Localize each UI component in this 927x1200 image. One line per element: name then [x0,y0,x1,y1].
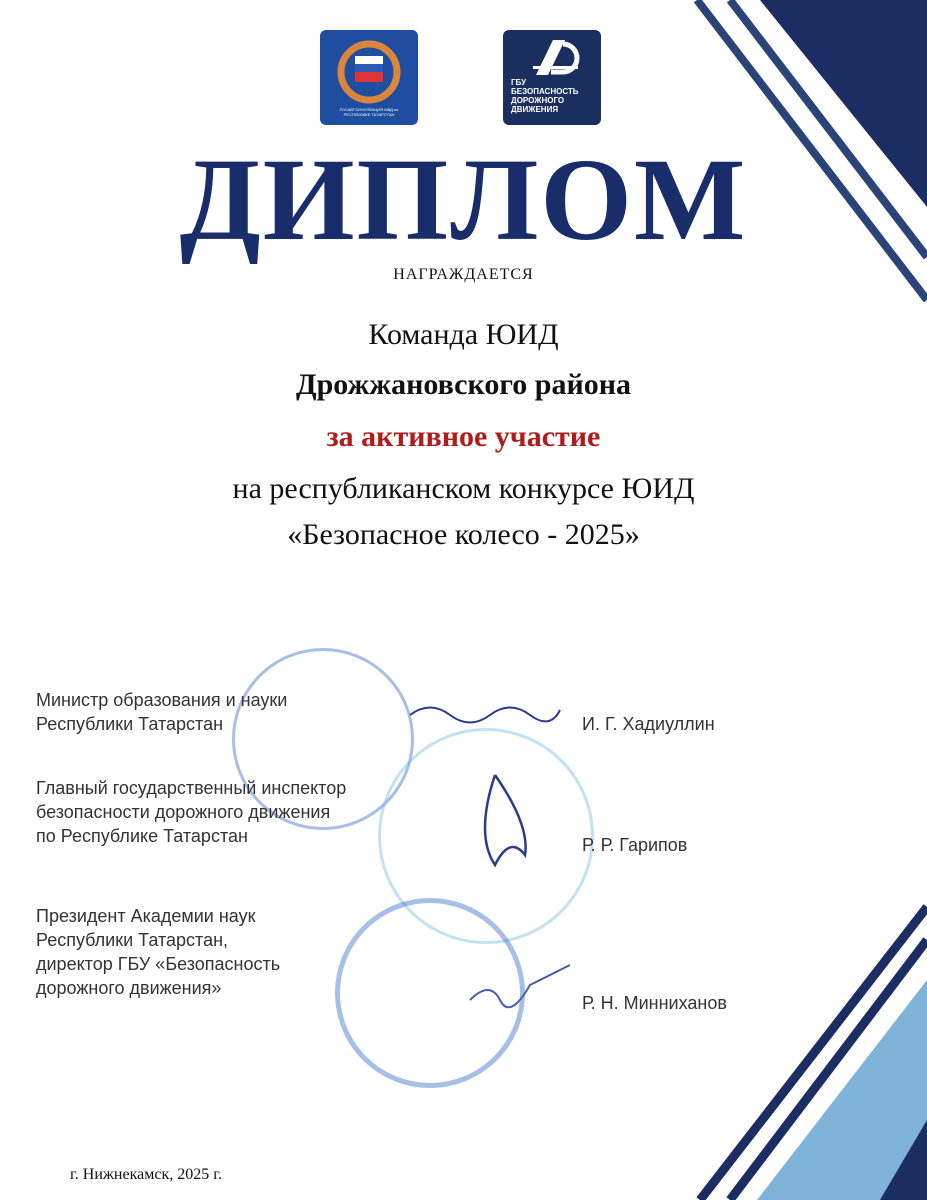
position-line: директор ГБУ «Безопасность [36,954,281,974]
diploma-title: ДИПЛОМ [179,134,748,265]
logo-line: ДВИЖЕНИЯ [511,105,559,114]
position-line: Республики Татарстан [36,714,224,734]
signatory-1-position [36,688,287,736]
position-line: Главный государственный инспектор [36,778,347,798]
gibdd-logo-caption: ГОСАВТОИНСПЕКЦИЯ МВД по РЕСПУБЛИКЕ ТАТАРСТАН [339,107,399,117]
footer-place-date: г. Нижнекамск, 2025 г. [70,1166,222,1183]
recipient-line-2: Дрожжановского района [295,368,632,401]
logo-line: ГБУ [511,78,527,87]
signatory-3-position [36,904,280,1000]
signatory-2-name: Р. Р. Гарипов [582,835,688,855]
signatory-1-name: И. Г. Хадиуллин [582,714,715,734]
position-line: безопасности дорожного движения [36,802,331,822]
signatory-3-name: Р. Н. Минниханов [582,993,727,1013]
position-line: Министр образования и науки [36,690,288,710]
event-line-1: на республиканском конкурсе ЮИД [232,472,695,505]
position-line: дорожного движения» [36,978,222,998]
signatory-2-position [36,776,346,848]
event-line-2: «Безопасное колесо - 2025» [287,518,640,551]
logo-line: БЕЗОПАСНОСТЬ [511,87,579,96]
recipient-line-1: Команда ЮИД [368,318,559,351]
reason-text: за активное участие [326,420,601,453]
awarded-label: НАГРАЖДАЕТСЯ [393,266,534,283]
position-line: Президент Академии наук [36,906,256,926]
position-line: по Республике Татарстан [36,826,248,846]
position-line: Республики Татарстан, [36,930,229,950]
logo-line: ДОРОЖНОГО [511,96,565,105]
